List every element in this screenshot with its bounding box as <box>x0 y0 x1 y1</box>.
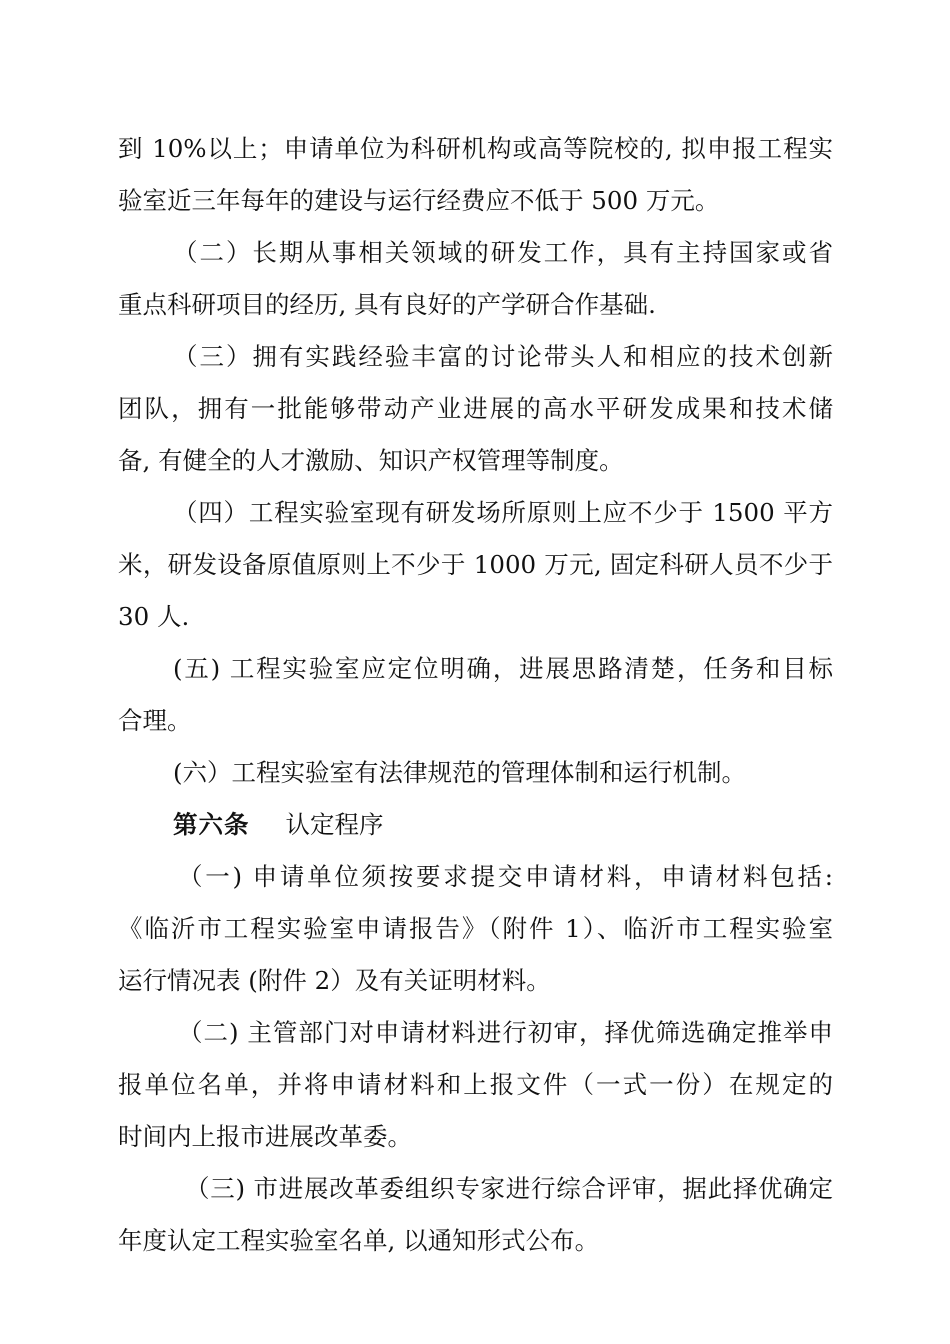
text-line: 30 人. <box>118 602 190 631</box>
text-line: 验室近三年每年的建设与运行经费应不低于 500 万元。 <box>118 186 720 215</box>
text-line: 备, 有健全的人才激励、知识产权管理等制度。 <box>118 446 624 475</box>
text-line: （二) 主管部门对申请材料进行初审，择优筛选确定推举申 <box>178 1018 833 1047</box>
text-line: （三) 市进展改革委组织专家进行综合评审，据此择优确定 <box>185 1174 833 1203</box>
text-line: （一) 申请单位须按要求提交申请材料，申请材料包括: <box>178 862 833 891</box>
text-line: 米，研发设备原值原则上不少于 1000 万元, 固定科研人员不少于 <box>118 550 833 579</box>
article-title: 认定程序 <box>285 810 384 839</box>
text-line: （四）工程实验室现有研发场所原则上应不少于 1500 平方 <box>173 498 833 527</box>
text-line: 报单位名单，并将申请材料和上报文件（一式一份）在规定的 <box>118 1070 833 1099</box>
text-line: (六）工程实验室有法律规范的管理体制和运行机制。 <box>173 758 747 787</box>
text-line: 年度认定工程实验室名单, 以通知形式公布。 <box>118 1226 600 1255</box>
text-line: 重点科研项目的经历, 具有良好的产学研合作基础. <box>118 290 656 319</box>
text-line: 《临沂市工程实验室申请报告》（附件 1）、临沂市工程实验室 <box>118 914 833 943</box>
article-heading <box>173 805 833 845</box>
text-line: 团队，拥有一批能够带动产业进展的高水平研发成果和技术储 <box>118 394 833 423</box>
text-line: 到 10%以上；申请单位为科研机构或高等院校的, 拟申报工程实 <box>118 134 833 163</box>
text-line: (五) 工程实验室应定位明确，进展思路清楚，任务和目标 <box>173 654 833 683</box>
text-line: 时间内上报市进展改革委。 <box>118 1122 412 1151</box>
text-line: 合理。 <box>118 706 192 735</box>
article-label: 第六条 <box>173 810 250 839</box>
text-line: （三）拥有实践经验丰富的讨论带头人和相应的技术创新 <box>173 342 833 371</box>
text-line: 运行情况表 (附件 2）及有关证明材料。 <box>118 966 551 995</box>
text-line: （二）长期从事相关领域的研发工作，具有主持国家或省 <box>173 238 833 267</box>
